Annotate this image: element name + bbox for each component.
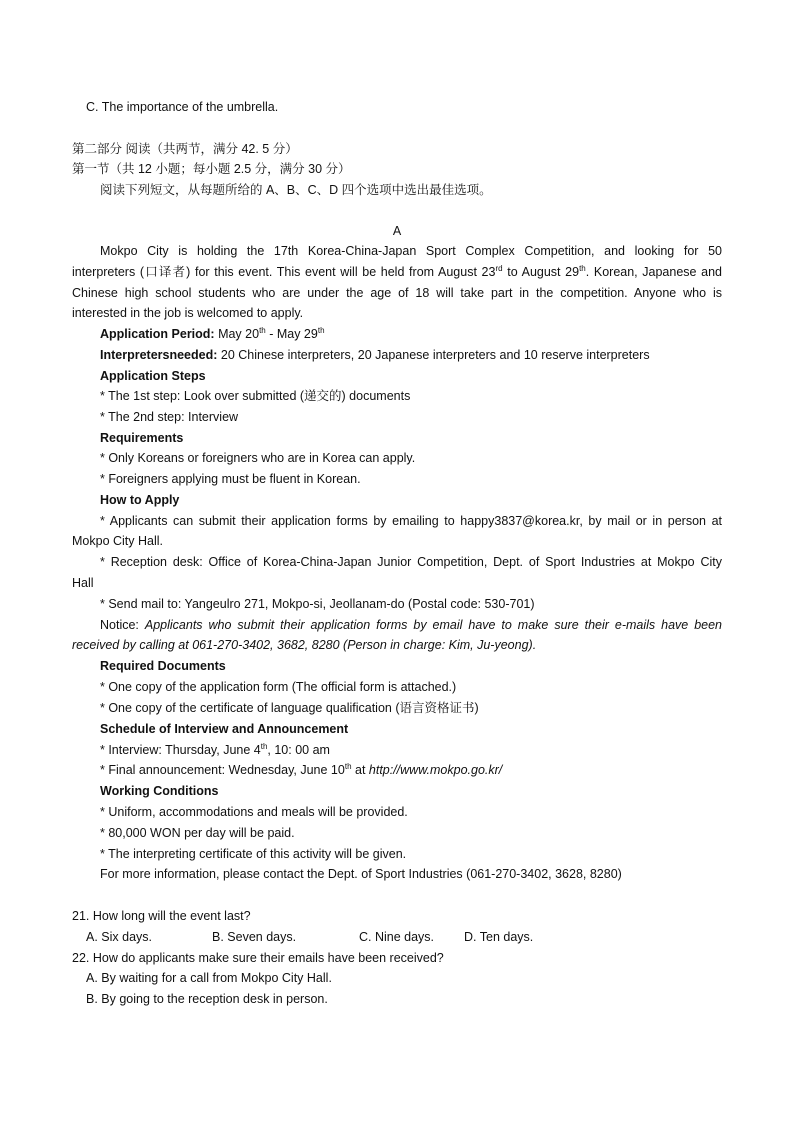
intro-line-2: interpreters (口译者) for this event. This event will be held from August 23rd to August 29th. Korean, Japanese and bbox=[72, 264, 722, 279]
requirement-one: * Only Koreans or foreigners who are in Korea can apply. bbox=[100, 451, 416, 465]
apply-method-line-1: * Applicants can submit their application forms by emailing to happy3837@korea.kr, by mail or in person at bbox=[100, 514, 722, 528]
q22-option-a: A. By waiting for a call from Mokpo City Hall. bbox=[86, 971, 332, 985]
interpreters-needed: Interpretersneeded: 20 Chinese interpreters, 20 Japanese interpreters and 10 reserve interpreters bbox=[100, 348, 650, 362]
document-one: * One copy of the application form (The official form is attached.) bbox=[100, 680, 457, 694]
question-22-stem: 22. How do applicants make sure their emails have been received? bbox=[72, 951, 444, 965]
working-conditions-heading: Working Conditions bbox=[100, 784, 219, 798]
apply-method-line-2: Mokpo City Hall. bbox=[72, 534, 163, 548]
interview-date: * Interview: Thursday, June 4th, 10: 00 am bbox=[100, 742, 330, 757]
reception-desk-line-1: * Reception desk: Office of Korea-China-Japan Junior Competition, Dept. of Sport Industries at Mokpo City bbox=[100, 555, 722, 569]
how-to-apply-heading: How to Apply bbox=[100, 493, 180, 507]
contact-info: For more information, please contact the Dept. of Sport Industries (061-270-3402, 3628, 8280) bbox=[100, 867, 622, 881]
previous-option-c: C. The importance of the umbrella. bbox=[86, 100, 279, 114]
condition-two: * 80,000 WON per day will be paid. bbox=[100, 826, 295, 840]
application-steps-heading: Application Steps bbox=[100, 369, 206, 383]
required-documents-heading: Required Documents bbox=[100, 659, 226, 673]
final-announcement: * Final announcement: Wednesday, June 10th at http://www.mokpo.go.kr/ bbox=[100, 762, 503, 777]
part-two-title: 第二部分 阅读（共两节，满分 42. 5 分） bbox=[72, 142, 298, 156]
reading-instruction: 阅读下列短文，从每题所给的 A、B、C、D 四个选项中选出最佳选项。 bbox=[100, 183, 492, 197]
condition-three: * The interpreting certificate of this activity will be given. bbox=[100, 847, 407, 861]
q21-option-b: B. Seven days. bbox=[212, 930, 297, 944]
requirements-heading: Requirements bbox=[100, 431, 184, 445]
schedule-heading: Schedule of Interview and Announcement bbox=[100, 722, 349, 736]
question-21-stem: 21. How long will the event last? bbox=[72, 909, 251, 923]
passage-label: A bbox=[392, 224, 402, 238]
notice-line-2: received by calling at 061-270-3402, 3682, 8280 (Person in charge: Kim, Ju-yeong). bbox=[72, 638, 537, 652]
intro-line-4: interested in the job is welcomed to apply. bbox=[72, 306, 304, 320]
intro-line-1: Mokpo City is holding the 17th Korea-China-Japan Sport Complex Competition, and looking for 50 bbox=[100, 244, 722, 258]
q21-option-c: C. Nine days. bbox=[359, 930, 435, 944]
requirement-two: * Foreigners applying must be fluent in Korean. bbox=[100, 472, 361, 486]
section-one-title: 第一节（共 12 小题；每小题 2.5 分，满分 30 分） bbox=[72, 162, 351, 176]
condition-one: * Uniform, accommodations and meals will be provided. bbox=[100, 805, 408, 819]
application-period: Application Period: May 20th - May 29th bbox=[100, 326, 325, 341]
notice-line-1: Notice: Applicants who submit their application forms by email have to make sure their e-mails have been bbox=[100, 618, 722, 632]
step-one: * The 1st step: Look over submitted (递交的) documents bbox=[100, 389, 411, 403]
reception-desk-line-2: Hall bbox=[72, 576, 94, 590]
intro-line-3: Chinese high school students who are under the age of 18 will take part in the competition. Anyone who is bbox=[72, 286, 722, 300]
step-two: * The 2nd step: Interview bbox=[100, 410, 239, 424]
q21-option-a: A. Six days. bbox=[86, 930, 152, 944]
q22-option-b: B. By going to the reception desk in person. bbox=[86, 992, 328, 1006]
announcement-url: http://www.mokpo.go.kr/ bbox=[368, 763, 503, 777]
question-21-options bbox=[72, 929, 722, 945]
q21-option-d: D. Ten days. bbox=[464, 930, 534, 944]
document-two: * One copy of the certificate of language qualification (语言资格证书) bbox=[100, 701, 479, 715]
mail-address: * Send mail to: Yangeulro 271, Mokpo-si, Jeollanam-do (Postal code: 530-701) bbox=[100, 597, 535, 611]
